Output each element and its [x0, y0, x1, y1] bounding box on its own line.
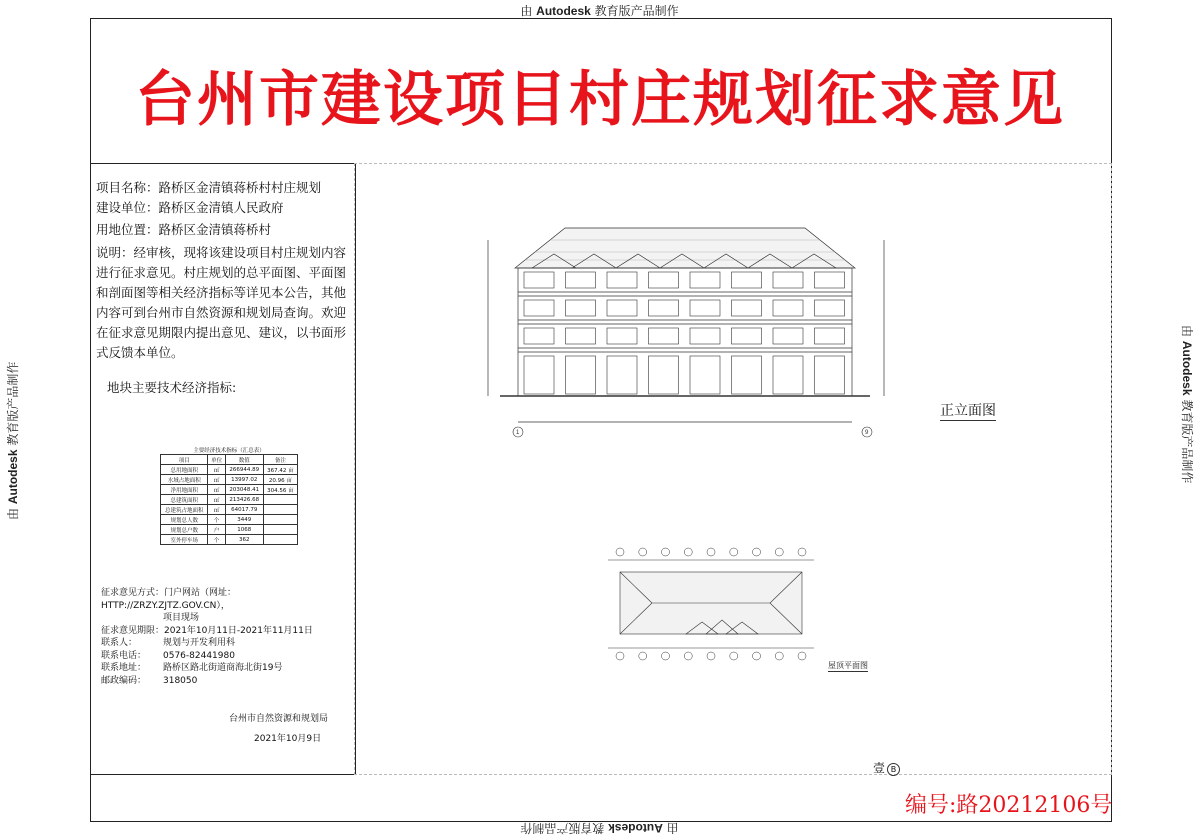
serial-number: 编号:路20212106号 [905, 793, 1113, 818]
axis-bubble [639, 652, 647, 660]
window [524, 272, 554, 288]
issue-date: 2021年10月9日 [254, 734, 322, 744]
axis-bubble [730, 652, 738, 660]
econ-table-wrap [160, 446, 298, 545]
axis-bubble [753, 652, 761, 660]
contact-zip: 邮政编码： 318050 [101, 675, 198, 686]
window [773, 356, 803, 394]
axis-label-right: 9 [865, 430, 869, 436]
window [566, 356, 596, 394]
window [649, 272, 679, 288]
watermark-bottom: 由 Autodesk 教育版产品制作 [520, 821, 679, 835]
watermark-right: 由 Autodesk 教育版产品制作 [1180, 325, 1194, 484]
econ-table-caption: 主要经济技术指标（汇总表） [193, 448, 265, 454]
axis-bubble [798, 548, 806, 556]
window [690, 356, 720, 394]
front-elevation-drawing [440, 210, 940, 440]
window [815, 356, 845, 394]
project-info [96, 178, 352, 363]
table-row: 室外停车场 个 362 [161, 535, 298, 545]
project-site-line: 用地位置：路桥区金清镇蒋桥村 [96, 222, 272, 237]
window [690, 300, 720, 316]
table-row: 水域占地面积 ㎡ 13997.02 20.96 亩 [161, 475, 298, 485]
table-row: 总建筑占地面积 ㎡ 64017.79 [161, 505, 298, 515]
window [566, 272, 596, 288]
axis-bubble [775, 548, 783, 556]
window [732, 300, 762, 316]
table-row: 规划总人数 个 3449 [161, 515, 298, 525]
axis-bubble [707, 548, 715, 556]
contact-phone: 联系电话： 0576-82441980 [101, 650, 235, 661]
window [815, 328, 845, 344]
window [773, 300, 803, 316]
window [566, 328, 596, 344]
project-name-line: 项目名称：路桥区金清镇蒋桥村村庄规划 [96, 180, 322, 195]
axis-bubble [684, 548, 692, 556]
axis-bubble [639, 548, 647, 556]
roof-plan-label: 屋顶平面图 [828, 661, 868, 670]
window [524, 300, 554, 316]
page-mark: 壹 B [873, 759, 900, 776]
page-title: 台州市建设项目村庄规划征求意见 [135, 65, 1065, 135]
axis-bubble [616, 548, 624, 556]
window [524, 328, 554, 344]
axis-bubble [753, 548, 761, 556]
watermark-top: 由 Autodesk 教育版产品制作 [520, 4, 679, 18]
contact-method-2: 项目现场 [163, 613, 200, 623]
window [607, 300, 637, 316]
elevation-windows [524, 272, 845, 394]
table-row: 总建筑面积 ㎡ 213426.68 [161, 495, 298, 505]
project-unit-line: 建设单位：路桥区金清镇人民政府 [96, 200, 284, 215]
axis-bubble [707, 652, 715, 660]
window [607, 328, 637, 344]
table-row: 总用地面积 ㎡ 266944.89 367.42 亩 [161, 465, 298, 475]
project-description: 说明：经审核，现将该建设项目村庄规划内容 进行征求意见。村庄规划的总平面图、平面图 和剖面图等相关经济指标等详见本公告，其他 内容可到台州市自然资源和规划局查询。欢迎 在征求意见期限内提出意见、建议，以书面形 式反馈本单位。 [96, 245, 347, 360]
axis-bubble [662, 652, 670, 660]
contact-period: 征求意见期限：2021年10月11日-2021年11月11日 [101, 625, 313, 636]
window [649, 328, 679, 344]
axis-bubble [616, 652, 624, 660]
table-header: 项目 单位 数值 备注 [161, 455, 298, 465]
roof-plan-drawing [590, 540, 850, 680]
axis-bubble [775, 652, 783, 660]
indicators-label: 地块主要技术经济指标: [107, 380, 237, 395]
contact-person: 联系人： 规划与开发利用科 [101, 638, 236, 648]
issuer: 台州市自然资源和规划局 [229, 714, 329, 724]
axis-bubble [798, 652, 806, 660]
contact-method: 征求意见方式：门户网站（网址：HTTP://ZRZY.ZJTZ.GOV.CN）， [101, 588, 237, 611]
window [773, 272, 803, 288]
window [732, 328, 762, 344]
econ-table [160, 454, 298, 545]
axis-bubble [684, 652, 692, 660]
window [815, 300, 845, 316]
table-row: 规划总户数 户 1068 [161, 525, 298, 535]
window [649, 356, 679, 394]
axis-bubble [730, 548, 738, 556]
window [649, 300, 679, 316]
window [815, 272, 845, 288]
window [607, 272, 637, 288]
window [732, 356, 762, 394]
watermark-left: 由 Autodesk 教育版产品制作 [6, 361, 20, 520]
window [524, 356, 554, 394]
front-elevation-label: 正立面图 [940, 400, 996, 421]
axis-label-left: 1 [516, 430, 520, 436]
axis-bubble [662, 548, 670, 556]
table-row: 净用地面积 ㎡ 203048.41 304.56 亩 [161, 485, 298, 495]
window [607, 356, 637, 394]
window [732, 272, 762, 288]
window [566, 300, 596, 316]
window [773, 328, 803, 344]
page-circle: B [887, 763, 900, 776]
contact-block [101, 587, 353, 687]
window [690, 328, 720, 344]
contact-address: 联系地址： 路桥区路北街道商海北街19号 [101, 663, 283, 673]
window [690, 272, 720, 288]
